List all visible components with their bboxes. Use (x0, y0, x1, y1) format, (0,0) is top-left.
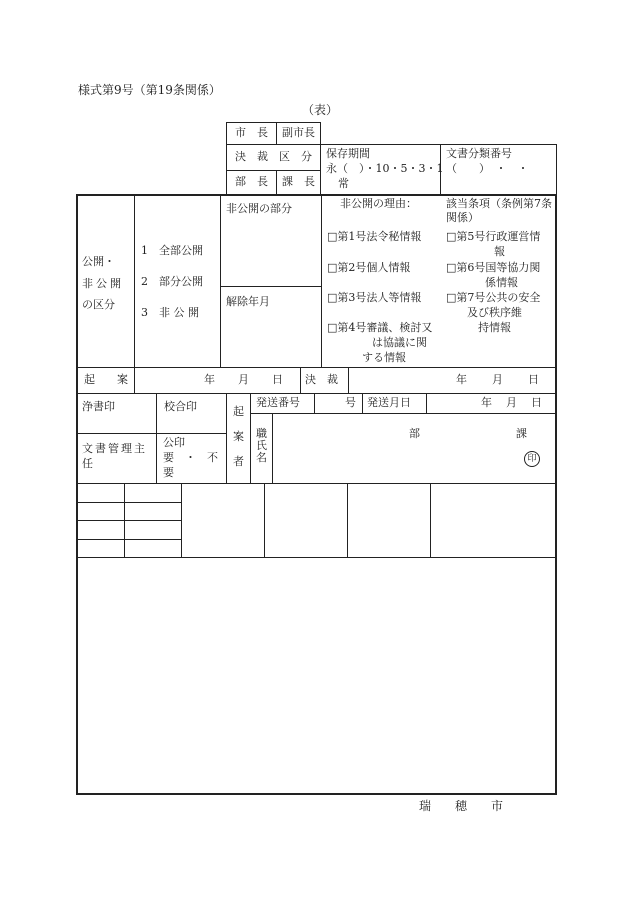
send-date-label: 発送月日 (367, 396, 411, 409)
mayor-label: 市 長 (235, 126, 268, 139)
position-name-char-1: 職 (256, 427, 267, 440)
side-label: （表） (302, 103, 339, 117)
reason-4a: □第4号審議、検討又 (327, 321, 433, 334)
form-number: 様式第9号（第19条関係） (78, 83, 221, 97)
reason-5a: □第5号行政運営情 (446, 230, 541, 243)
retention-values: 永（ ）・10・5・3・1 (326, 162, 444, 175)
reason-7c: 持情報 (478, 321, 511, 334)
proof-seal-label: 校合印 (164, 400, 197, 413)
reason-label: 非公開の理由： (340, 197, 417, 210)
seal-needed-options: 要 ・ 不 (163, 451, 218, 464)
send-number-label: 発送番号 (256, 396, 300, 409)
send-month: 月 (506, 396, 517, 409)
reason-6b: 係情報 (485, 276, 518, 289)
drafted-month: 月 (238, 373, 249, 386)
category-label-2: 非公開 (82, 277, 124, 290)
official-seal-label: 公印 (163, 436, 185, 449)
reason-5b: 報 (494, 245, 505, 258)
city-name: 瑞 穂 市 (419, 799, 504, 813)
clause-label-b: 関係） (446, 211, 479, 224)
decided-month: 月 (492, 373, 503, 386)
reason-4b: は協議に関 (372, 336, 427, 349)
category-label-3: の区分 (82, 298, 115, 311)
reason-4c: する情報 (362, 351, 406, 364)
reason-1: □第1号法令秘情報 (327, 230, 422, 243)
classification-label: 文書分類番号 (446, 147, 512, 160)
reason-3: □第3号法人等情報 (327, 291, 422, 304)
position-name-char-2: 氏 (256, 439, 267, 452)
classification-value: （ ） ・ ・ (446, 162, 529, 175)
reason-7a: □第7号公共の安全 (446, 291, 541, 304)
drafter-char-2: 案 (233, 430, 244, 443)
director-label: 部 長 (235, 175, 268, 188)
decision-category-label: 決 裁 区 分 (235, 150, 312, 163)
position-name-char-3: 名 (256, 451, 267, 464)
option-nondisclosure: 3 非 公 開 (141, 306, 199, 319)
send-day: 日 (531, 396, 542, 409)
option-full-disclosure: 1 全部公開 (141, 244, 203, 257)
release-date-label: 解除年月 (226, 295, 270, 308)
drafted-day: 日 (272, 373, 283, 386)
seal-mark: 印 (524, 451, 540, 467)
reason-2: □第2号個人情報 (327, 261, 411, 274)
clause-label-a: 該当条項（条例第7条 (446, 197, 552, 210)
nondisclosed-part-label: 非公開の部分 (226, 202, 292, 215)
retention-label: 保存期間 (326, 147, 370, 160)
decided-day: 日 (528, 373, 539, 386)
retention-permanent: 常 (338, 177, 349, 190)
decided-label: 決 裁 (305, 373, 338, 386)
section-label: 課 (516, 427, 527, 440)
vice-mayor-label: 副市長 (282, 126, 315, 139)
section-chief-label: 課 長 (282, 175, 315, 188)
drafted-label: 起 案 (84, 373, 128, 386)
send-year: 年 (481, 396, 492, 409)
document-manager-label: 文書管理主任 (82, 442, 147, 470)
reason-6a: □第6号国等協力関 (446, 261, 541, 274)
option-partial-disclosure: 2 部分公開 (141, 275, 203, 288)
send-number-suffix: 号 (345, 396, 356, 409)
decided-year: 年 (456, 373, 467, 386)
drafted-year: 年 (204, 373, 215, 386)
clean-copy-seal-label: 浄書印 (82, 400, 115, 413)
category-label-1: 公開・ (82, 255, 115, 268)
reason-7b: 及び秩序維 (467, 306, 522, 319)
drafter-char-3: 者 (233, 455, 244, 468)
seal-needed-options-2: 要 (163, 466, 174, 479)
department-label: 部 (409, 427, 420, 440)
drafter-char-1: 起 (233, 405, 244, 418)
